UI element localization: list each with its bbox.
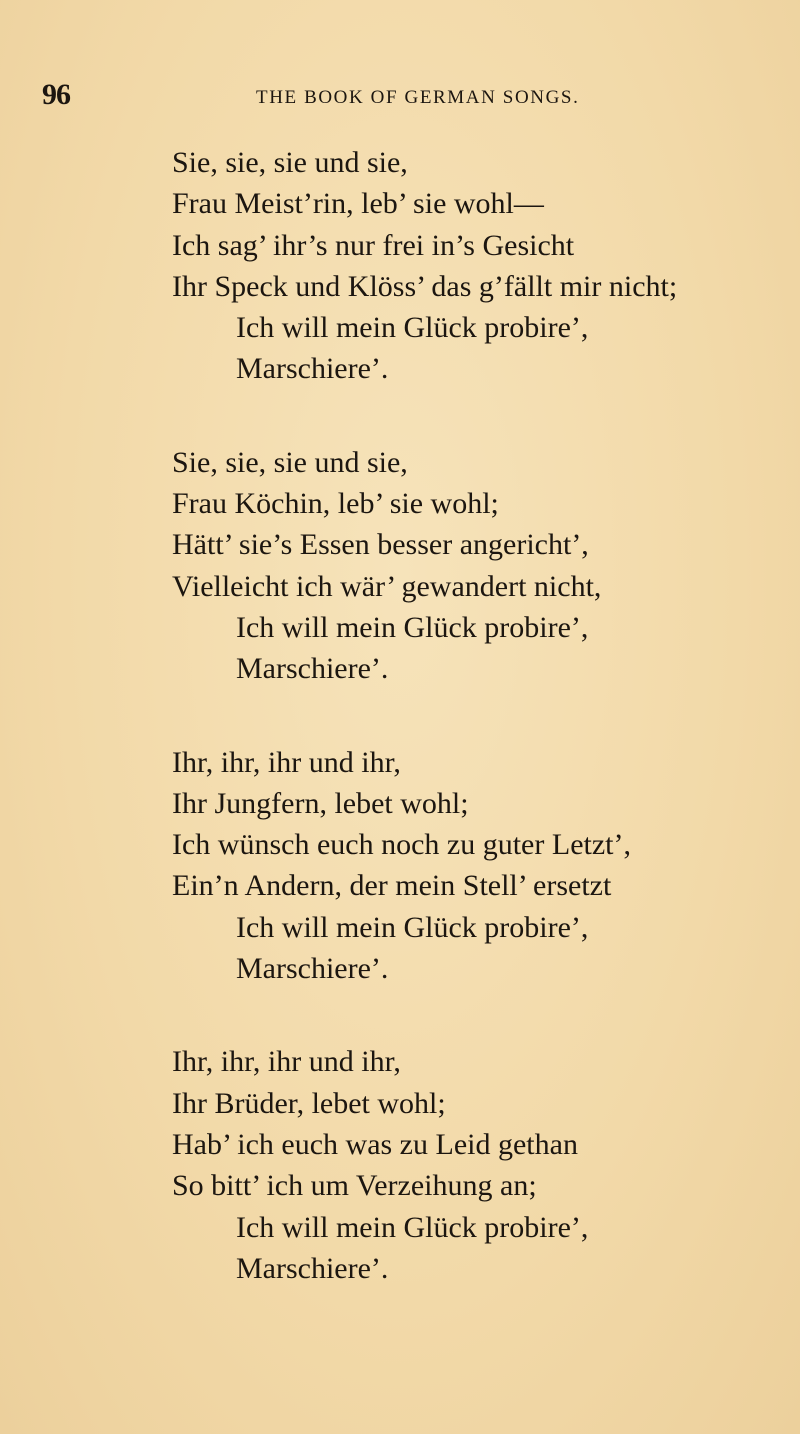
poem-line: Ihr Brüder, lebet wohl; bbox=[172, 1086, 446, 1120]
poem-line: Ich wünsch euch noch zu guter Letzt’, bbox=[172, 828, 631, 862]
running-title: THE BOOK OF GERMAN SONGS. bbox=[256, 87, 580, 108]
poem-line: Ich sag’ ihr’s nur frei in’s Gesicht bbox=[172, 228, 575, 262]
poem-line: Sie, sie, sie und sie, bbox=[172, 445, 408, 479]
poem-line: Ihr, ihr, ihr und ihr, bbox=[172, 1045, 401, 1079]
refrain-line: Marschiere’. bbox=[236, 352, 389, 386]
page-header bbox=[0, 78, 800, 118]
poem-line: Sie, sie, sie und sie, bbox=[172, 146, 408, 179]
refrain-line: Ich will mein Glück probire’, bbox=[236, 910, 589, 944]
stanza-2 bbox=[172, 442, 782, 690]
refrain-line: Marschiere’. bbox=[236, 652, 389, 686]
poem-line: Ein’n Andern, der mein Stell’ ersetzt bbox=[172, 869, 612, 903]
poem-line: Hätt’ sie’s Essen besser angericht’, bbox=[172, 528, 589, 562]
poem-line: Ihr, ihr, ihr und ihr, bbox=[172, 745, 401, 779]
refrain-line: Ich will mein Glück probire’, bbox=[236, 1210, 589, 1244]
poem-line: So bitt’ ich um Verzeihung an; bbox=[172, 1169, 537, 1203]
poem-line: Ihr Jungfern, lebet wohl; bbox=[172, 786, 469, 820]
poem bbox=[172, 142, 782, 1341]
poem-line: Frau Köchin, leb’ sie wohl; bbox=[172, 487, 499, 521]
poem-line: Vielleicht ich wär’ gewandert nicht, bbox=[172, 569, 602, 603]
refrain-line: Ich will mein Glück probire’, bbox=[236, 311, 589, 345]
refrain-line: Ich will mein Glück probire’, bbox=[236, 610, 589, 644]
refrain-line: Marschiere’. bbox=[236, 1251, 389, 1285]
refrain-line: Marschiere’. bbox=[236, 952, 389, 986]
poem-line: Ihr Speck und Klöss’ das g’fällt mir nicht; bbox=[172, 269, 678, 303]
stanza-1 bbox=[172, 142, 782, 390]
stanza-4 bbox=[172, 1041, 782, 1289]
stanza-3 bbox=[172, 742, 782, 990]
poem-line: Hab’ ich euch was zu Leid gethan bbox=[172, 1127, 578, 1161]
page-number: 96 bbox=[42, 78, 70, 111]
poem-line: Frau Meist’rin, leb’ sie wohl— bbox=[172, 187, 544, 221]
